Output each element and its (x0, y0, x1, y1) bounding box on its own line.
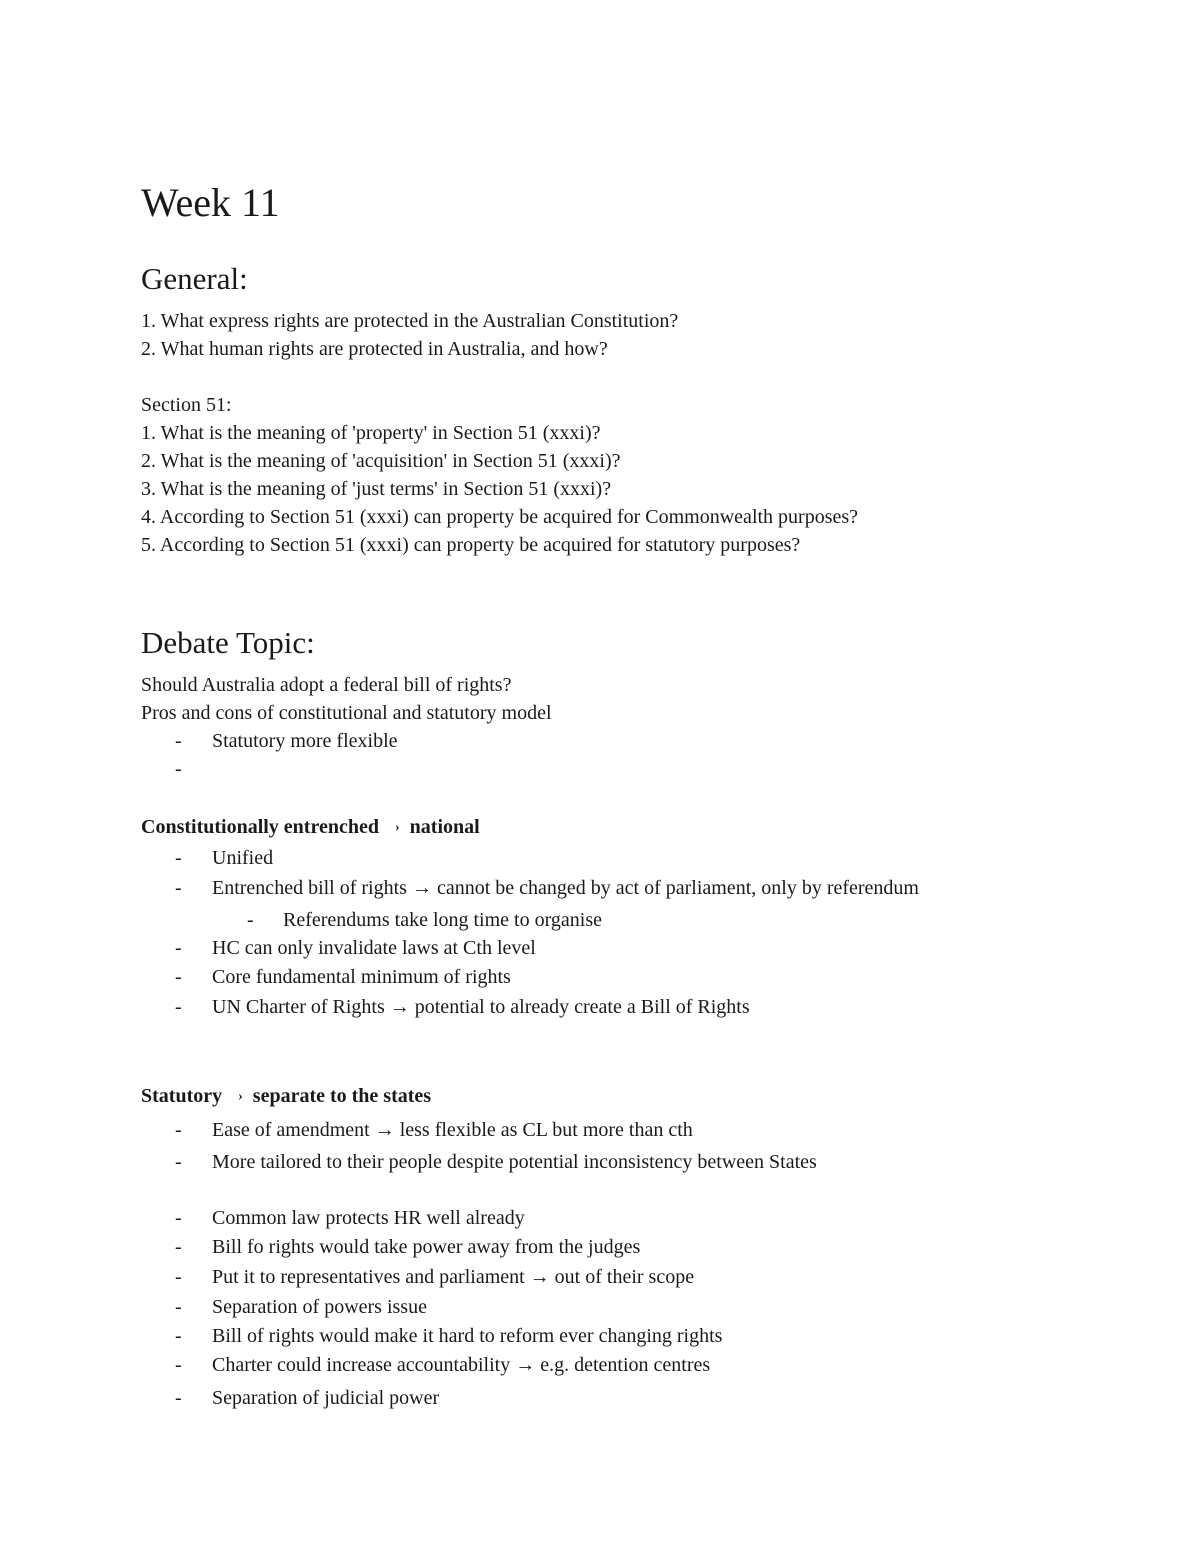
section51-label: Section 51: (141, 394, 232, 416)
bullet-dash: - (175, 730, 182, 752)
bullet-dash: - (175, 996, 182, 1018)
bullet-dash: - (175, 877, 182, 899)
list-item-text: Put it to representatives and parliament → out of their scope (212, 1266, 695, 1288)
section51-question-3: 3. What is the meaning of 'just terms' in Section 51 (xxxi)? (141, 478, 612, 500)
debate-heading: Debate Topic: (141, 625, 315, 660)
constitutional-heading-right: national (409, 816, 480, 838)
list-item-text: Common law protects HR well already (212, 1207, 525, 1229)
bullet-dash: - (175, 1236, 182, 1258)
section51-question-5: 5. According to Section 51 (xxxi) can property be acquired for statutory purposes? (141, 534, 801, 556)
debate-subtitle: Pros and cons of constitutional and statutory model (141, 702, 552, 724)
constitutional-heading-left: Constitutionally entrenched (141, 816, 379, 838)
statutory-heading-left: Statutory (141, 1085, 223, 1107)
list-item-text: Ease of amendment → less flexible as CL but more than cth (212, 1119, 693, 1141)
bullet-dash: - (175, 1387, 182, 1409)
bullet-dash: - (175, 847, 182, 869)
bullet-dash: - (175, 937, 182, 959)
general-heading: General: (141, 261, 248, 296)
bullet-dash: - (175, 1151, 182, 1173)
section51-question-1: 1. What is the meaning of 'property' in Section 51 (xxxi)? (141, 422, 601, 444)
list-item-text: Unified (212, 847, 274, 869)
list-item-text: Separation of judicial power (212, 1387, 440, 1409)
list-item-text: Charter could increase accountability → e.g. detention centres (212, 1354, 711, 1376)
bullet-dash: - (175, 1296, 182, 1318)
list-item-text: HC can only invalidate laws at Cth level (212, 937, 536, 959)
arrow-icon: › (394, 820, 400, 835)
list-item-text: UN Charter of Rights → potential to already create a Bill of Rights (212, 996, 750, 1018)
bullet-dash: - (175, 1325, 182, 1347)
bullet-dash: - (175, 1266, 182, 1288)
general-question-2: 2. What human rights are protected in Australia, and how? (141, 338, 608, 360)
list-item-text: Separation of powers issue (212, 1296, 427, 1318)
constitutional-heading (141, 813, 480, 842)
bullet-dash: - (175, 758, 182, 780)
list-item-text: Entrenched bill of rights → cannot be changed by act of parliament, only by referendum (212, 877, 919, 899)
bullet-dash: - (175, 1119, 182, 1141)
list-item-text: Core fundamental minimum of rights (212, 966, 511, 988)
list-item-text: More tailored to their people despite potential inconsistency between States (212, 1151, 817, 1173)
debate-question: Should Australia adopt a federal bill of rights? (141, 674, 512, 696)
page-title: Week 11 (141, 180, 280, 225)
section51-question-4: 4. According to Section 51 (xxxi) can property be acquired for Commonwealth purposes? (141, 506, 859, 528)
arrow-icon: › (238, 1089, 243, 1104)
bullet-dash: - (175, 1207, 182, 1229)
bullet-dash: - (175, 966, 182, 988)
list-item-text: Referendums take long time to organise (283, 909, 602, 931)
list-item-text: Bill of rights would make it hard to reform ever changing rights (212, 1325, 723, 1347)
section51-question-2: 2. What is the meaning of 'acquisition' in Section 51 (xxxi)? (141, 450, 621, 472)
list-item-text: Bill fo rights would take power away from the judges (212, 1236, 641, 1258)
statutory-heading-right: separate to the states (252, 1085, 432, 1107)
list-item-text: Statutory more flexible (212, 730, 398, 752)
statutory-heading (141, 1082, 431, 1111)
general-question-1: 1. What express rights are protected in the Australian Constitution? (141, 310, 679, 332)
bullet-dash: - (175, 1354, 182, 1376)
bullet-dash: - (247, 909, 254, 931)
